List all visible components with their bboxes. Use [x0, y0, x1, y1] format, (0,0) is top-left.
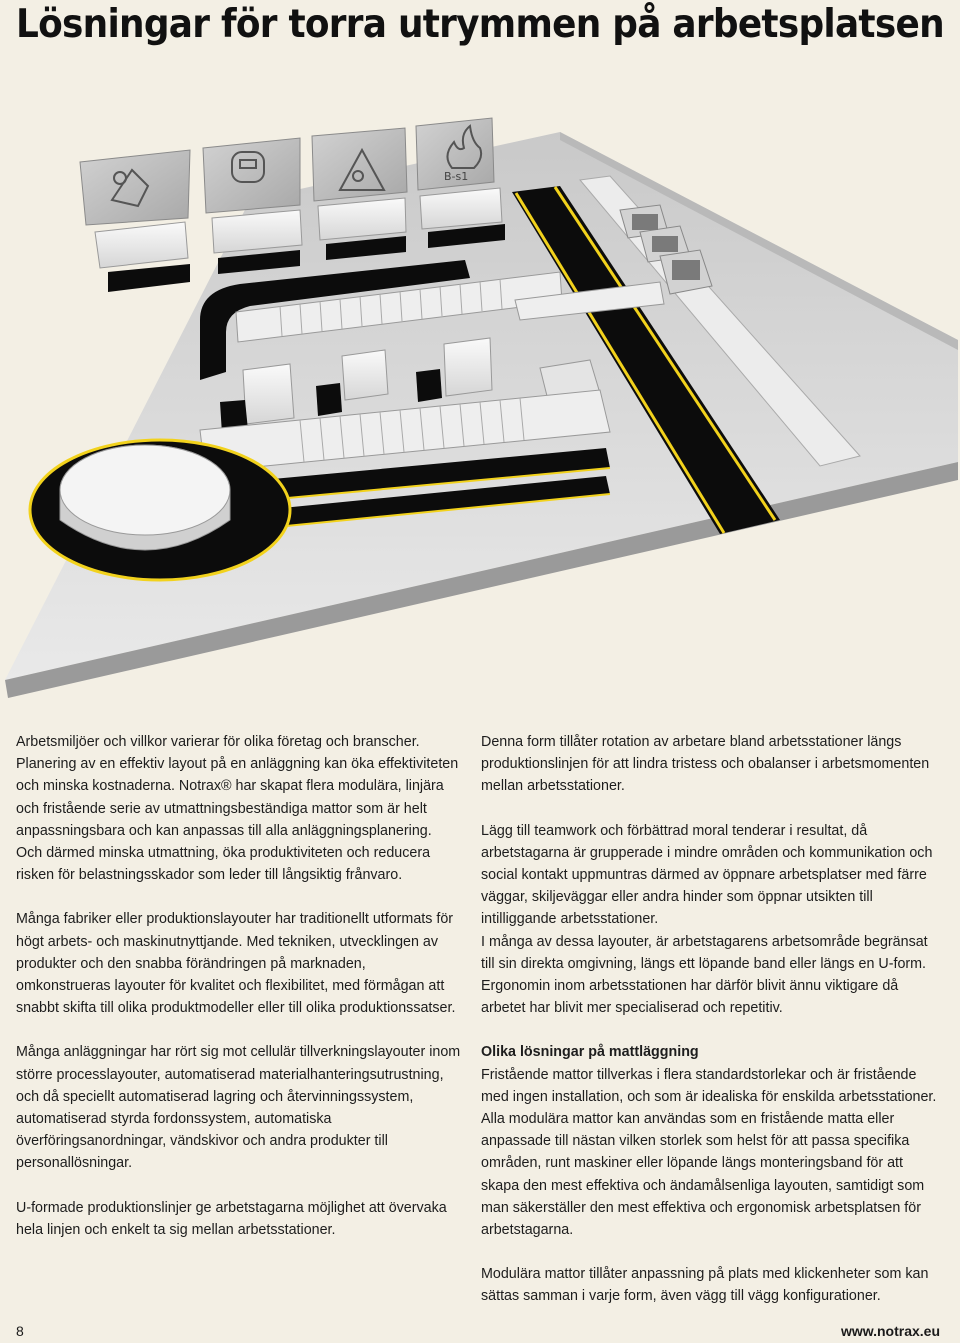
page-number: 8: [16, 1323, 24, 1339]
factory-floor-illustration: [0, 90, 960, 705]
right-column: [481, 731, 943, 1330]
paragraph: Modulära mattor tillåter anpassning på plats med klickenheter som kan sättas samman i varje form, även vägg till vägg konfigurationer.: [481, 1266, 929, 1305]
page-title: Lösningar för torra utrymmen på arbetsplatsen: [16, 2, 944, 47]
paragraph: Lägg till teamwork och förbättrad moral tenderar i resultat, då arbetstagarna är grupperade i mindre områden och kommunikation och social kontakt uppmuntras därmed av öppnare arbetsplatser med färre väggar, skiljeväggar eller andra hinder som öppnar utsikten till intilliggande arbetsstationer. I många av dessa layouter, är arbetstagarens arbetsområde begränsat till sin direkta omgivning, längs ett löpande band eller längs en U-form. Ergonomin inom arbetsstationen har därför blivit ännu viktigare då arbetet har blivit mer specialiserad och repetitiv.: [481, 822, 933, 1017]
mat-1: [108, 264, 190, 292]
paragraph: U-formade produktionslinjer ge arbetstagarna möjlighet att övervaka hela linjen och enkelt ta sig mellan arbetsstationer.: [16, 1199, 447, 1238]
left-column: [16, 731, 461, 1263]
turntable: [30, 440, 290, 580]
sign-label: B-s1: [444, 170, 469, 183]
paragraph: Arbetsmiljöer och villkor varierar för olika företag och branscher. Planering av en effektiv layout på en anläggning kan öka effektiviteten och minska kostnaderna. Notrax® har skapat flera modulära, linjära och fristående serie av utmattningsbeständiga mattor som är helt anpassningsbara och kan anpassas till alla anläggningsplanering. Och därmed minska utmattning, öka produktiviteten och reducera risken för belastningsskador som leder till långsiktig frånvaro.: [16, 734, 459, 884]
section-heading: Olika lösningar på mattläggning: [481, 1044, 699, 1061]
paragraph: Många fabriker eller produktionslayouter har traditionellt utformats för högt arbets- och maskinutnyttjande. Med tekniken, utvecklingen av produkter och den snabba förändringen på marknaden, omkonstrueras layouter för kvalitet och flexibilitet, med förmågan att snabbt skifta till olika produktmodeller eller till olika produktionssatser.: [16, 911, 456, 1017]
website-link[interactable]: www.notrax.eu: [840, 1323, 940, 1339]
paragraph: Denna form tillåter rotation av arbetare bland arbetsstationer längs produktionslinjen för att lindra tristess och obalanser i arbetsmomenten mellan arbetsstationer.: [481, 734, 930, 795]
paragraph: Många anläggningar har rört sig mot cellulär tillverkningslayouter inom större processlayouter, automatiserad materialhanteringsutrustning, och då speciellt automatiserad lagring och återvinningssystem, automatiserad styrda fordonssystem, automatiska överföringsanordningar, vändskivor och andra produkter till personallösningar.: [16, 1044, 461, 1172]
paragraph: Fristående mattor tillverkas i flera standardstorlekar och är fristående med ingen installation, och som är idealiska för enskilda arbetsstationer. Alla modulära mattor kan användas som en fristående matta eller anpassade till nästan vilken storlek som helst för att passa specifika områden, runt maskiner eller löpande längs monteringsband för att skapa den mest effektiva och ändamålsenliga layouten, samtidigt som man säkerställer den mest effektiva och ergonomisk arbetsplatsen för arbetstagarna.: [481, 1066, 937, 1239]
